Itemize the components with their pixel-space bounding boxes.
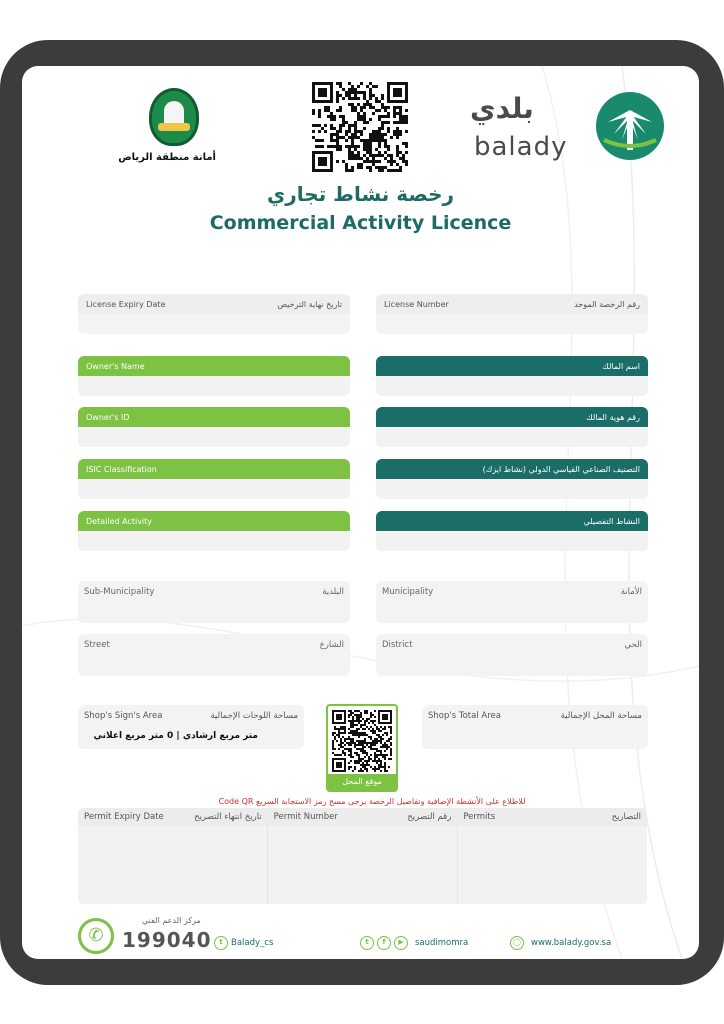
riyadh-municipality-logo bbox=[118, 88, 216, 170]
label-en: Sub-Municipality bbox=[84, 587, 155, 597]
label-ar: التصاريح bbox=[611, 812, 642, 822]
twitter-icon: t bbox=[360, 936, 374, 950]
youtube-icon: ▶ bbox=[394, 936, 408, 950]
globe-icon: ◯ bbox=[510, 936, 524, 950]
label-ar: رقم الرخصة الموحد bbox=[574, 299, 640, 309]
label-en: Shop's Total Area bbox=[428, 711, 501, 721]
label-ar: تاريخ انتهاء التصريح bbox=[194, 812, 262, 822]
total-area-field bbox=[422, 705, 648, 749]
label-ar: الشارع bbox=[319, 640, 344, 650]
field-value bbox=[376, 376, 648, 396]
twitter-handle: Balady_cs bbox=[231, 938, 274, 948]
label-ar: النشاط التفصيلي bbox=[583, 516, 640, 526]
field-value bbox=[78, 376, 350, 396]
sub-municipality-field bbox=[78, 581, 350, 623]
footer bbox=[78, 912, 650, 956]
permit-number-header bbox=[268, 808, 458, 826]
shop-location-qr[interactable] bbox=[326, 704, 398, 792]
permits-header bbox=[457, 808, 647, 826]
owner-name-en-field bbox=[78, 356, 350, 396]
isic-ar-field bbox=[376, 459, 648, 499]
license-document bbox=[22, 66, 699, 959]
label-en: Permit Expiry Date bbox=[84, 812, 164, 822]
license-number-field bbox=[376, 294, 648, 334]
field-value bbox=[78, 531, 350, 551]
label-ar: رقم التصريح bbox=[407, 812, 452, 822]
detailed-activity-en-field bbox=[78, 511, 350, 551]
social-links[interactable] bbox=[360, 936, 468, 950]
title-arabic: رخصة نشاط تجاري bbox=[266, 182, 455, 206]
label-en: Permit Number bbox=[273, 812, 338, 822]
field-value bbox=[376, 479, 648, 499]
balady-logo bbox=[470, 88, 652, 164]
shop-location-label: موقع المحل bbox=[328, 774, 396, 790]
owner-id-ar-field bbox=[376, 407, 648, 447]
owner-id-en-field bbox=[78, 407, 350, 447]
support-number[interactable]: 199040 bbox=[122, 928, 212, 952]
sign-area-field bbox=[78, 705, 304, 749]
label-en: License Expiry Date bbox=[86, 299, 166, 309]
facebook-icon: f bbox=[377, 936, 391, 950]
twitter-icon: t bbox=[214, 936, 228, 950]
label-ar: رقم هوية المالك bbox=[586, 412, 640, 422]
permits-cell bbox=[458, 826, 647, 904]
label-en: Permits bbox=[463, 812, 496, 822]
permit-number-cell bbox=[268, 826, 458, 904]
label-ar: اسم المالك bbox=[602, 361, 640, 371]
license-qr-code bbox=[312, 82, 408, 174]
permits-table bbox=[78, 808, 647, 904]
label-ar: الأمانة bbox=[620, 587, 642, 597]
label-en: Owner's Name bbox=[86, 361, 145, 371]
field-value bbox=[376, 531, 648, 551]
permit-expiry-cell bbox=[78, 826, 268, 904]
label-ar: الحي bbox=[624, 640, 642, 650]
label-ar: مساحة اللوحات الإجمالية bbox=[210, 711, 298, 721]
street-field bbox=[78, 634, 350, 676]
permit-expiry-header bbox=[78, 808, 268, 826]
sign-area-value: متر مربع ارشادي | 0 متر مربع اعلاني bbox=[93, 731, 258, 741]
balady-logo-en: balady bbox=[474, 132, 568, 162]
permits-body bbox=[78, 826, 647, 904]
field-value bbox=[78, 314, 350, 334]
municipality-field bbox=[376, 581, 648, 623]
palm-tree-icon bbox=[594, 90, 666, 162]
label-en: License Number bbox=[384, 299, 449, 309]
owner-name-ar-field bbox=[376, 356, 648, 396]
label-en: District bbox=[382, 640, 413, 650]
balady-logo-ar: بلدي bbox=[470, 92, 534, 125]
support-label: مركز الدعم الفني bbox=[142, 916, 201, 925]
label-ar: تاريخ نهاية الترخيص bbox=[277, 299, 342, 309]
field-value bbox=[376, 427, 648, 447]
label-ar: التصنيف الصناعي القياسي الدولي (نشاط ايزك) bbox=[482, 464, 640, 474]
website-url: www.balady.gov.sa bbox=[531, 938, 612, 948]
qr-note: للاطلاع على الأنشطة الإضافية وتفاصيل الرخصة يرجى مسح رمز الاستجابة السريع Code QR bbox=[218, 797, 526, 806]
label-ar: البلدية bbox=[322, 587, 344, 597]
field-value bbox=[78, 427, 350, 447]
label-en: ISIC Classification bbox=[86, 464, 157, 474]
license-expiry-field bbox=[78, 294, 350, 334]
twitter-link[interactable] bbox=[214, 936, 273, 950]
label-ar: مساحة المحل الإجمالية bbox=[560, 711, 642, 721]
label-en: Shop's Sign's Area bbox=[84, 711, 163, 721]
social-handle: saudimomra bbox=[415, 938, 469, 948]
riyadh-emblem-icon bbox=[149, 88, 199, 146]
label-en: Detailed Activity bbox=[86, 516, 153, 526]
municipality-logo-text: أمانة منطقة الرياض bbox=[118, 152, 216, 163]
title-english: Commercial Activity Licence bbox=[209, 212, 512, 234]
district-field bbox=[376, 634, 648, 676]
detailed-activity-ar-field bbox=[376, 511, 648, 551]
field-value bbox=[78, 479, 350, 499]
label-en: Owner's ID bbox=[86, 412, 130, 422]
label-en: Street bbox=[84, 640, 110, 650]
label-en: Municipality bbox=[382, 587, 434, 597]
field-value bbox=[376, 314, 648, 334]
isic-en-field bbox=[78, 459, 350, 499]
phone-icon: ✆ bbox=[78, 918, 114, 954]
website-link[interactable] bbox=[510, 936, 611, 950]
